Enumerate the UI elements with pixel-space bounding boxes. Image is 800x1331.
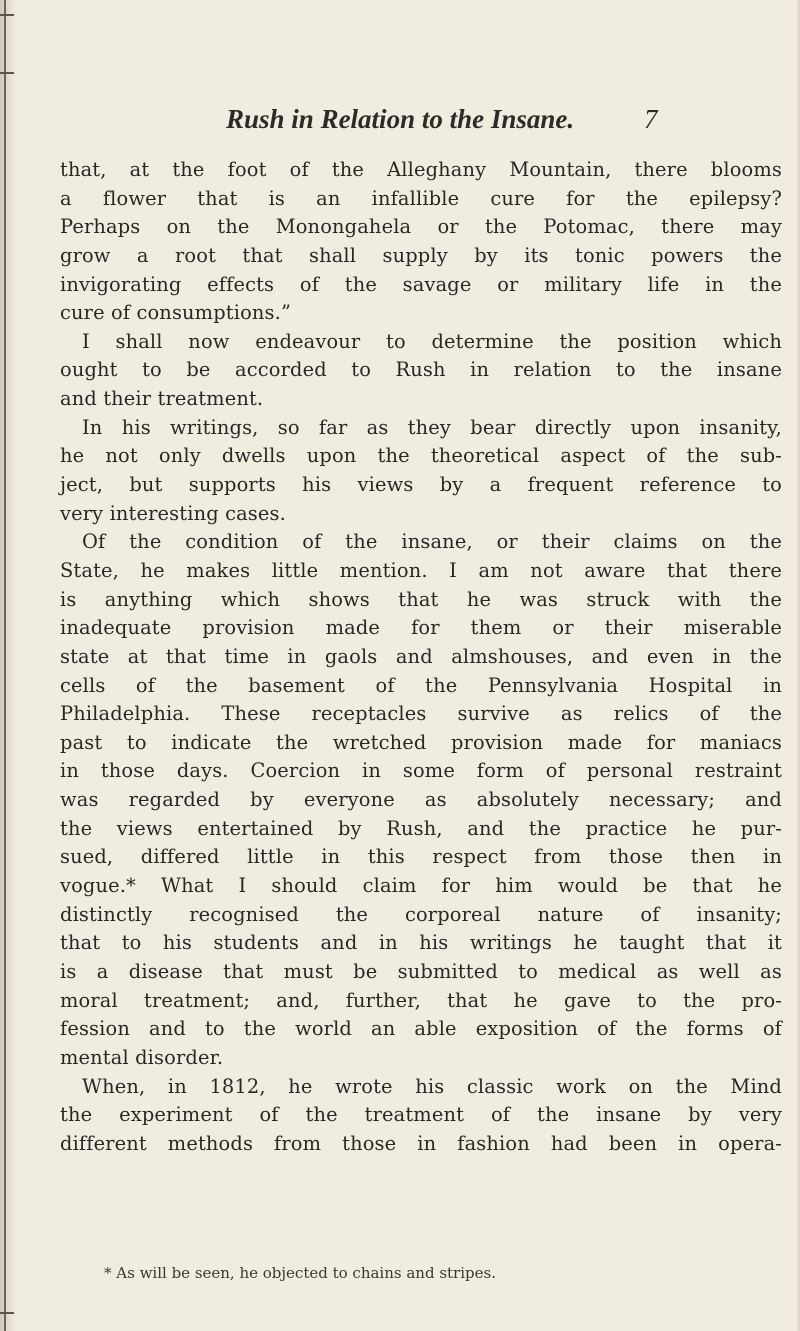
running-title: Rush in Relation to the Insane. xyxy=(226,104,575,134)
text-line: vogue.* What I should claim for him would be that he xyxy=(60,874,782,898)
text-line: In his writings, so far as they bear directly upon insanity, xyxy=(82,415,782,439)
text-line: that to his students and in his writings he taught that it xyxy=(60,931,782,955)
text-line: a flower that is an infallible cure for the epilepsy? xyxy=(60,186,782,210)
footnote: * As will be seen, he objected to chains and stripes. xyxy=(104,1264,496,1282)
text-line: very interesting cases. xyxy=(60,501,286,525)
text-line: cure of consumptions.” xyxy=(60,301,292,325)
text-line: different methods from those in fashion had been in opera- xyxy=(60,1131,782,1155)
page-number: 7 xyxy=(644,104,658,134)
body-text xyxy=(60,156,782,1158)
text-line: that, at the foot of the Alleghany Mountain, there blooms xyxy=(60,158,782,181)
page-right-edge xyxy=(796,0,800,1331)
binding-gutter xyxy=(0,0,16,1331)
text-line: Perhaps on the Monongahela or the Potomac, there may xyxy=(60,215,782,239)
text-line: past to indicate the wretched provision made for maniacs xyxy=(60,730,782,754)
text-line: moral treatment; and, further, that he gave to the pro- xyxy=(60,988,782,1012)
binding-edge-line xyxy=(4,0,6,1331)
page-header xyxy=(0,104,800,144)
binding-tick xyxy=(0,14,14,16)
text-line: in those days. Coercion in some form of personal restraint xyxy=(60,759,782,783)
text-line: ought to be accorded to Rush in relation to the insane xyxy=(60,358,782,382)
binding-tick xyxy=(0,1312,14,1314)
text-line: the views entertained by Rush, and the practice he pur- xyxy=(60,816,782,840)
text-line: Philadelphia. These receptacles survive as relics of the xyxy=(60,702,782,726)
text-line: cells of the basement of the Pennsylvania Hospital in xyxy=(60,673,782,697)
text-line: When, in 1812, he wrote his classic work on the Mind xyxy=(82,1074,782,1098)
text-line: distinctly recognised the corporeal nature of insanity; xyxy=(60,902,782,926)
binding-tick xyxy=(0,72,14,74)
text-line: sued, differed little in this respect from those then in xyxy=(60,845,782,869)
text-line: fession and to the world an able exposition of the forms of xyxy=(60,1017,782,1041)
text-line: I shall now endeavour to determine the position which xyxy=(82,329,782,353)
text-line: he not only dwells upon the theoretical aspect of the sub- xyxy=(60,444,782,468)
text-line: state at that time in gaols and almshouses, and even in the xyxy=(60,644,782,668)
text-line: the experiment of the treatment of the insane by very xyxy=(60,1103,782,1127)
text-line: Of the condition of the insane, or their claims on the xyxy=(82,530,782,554)
text-line: invigorating effects of the savage or military life in the xyxy=(60,272,782,296)
text-line: was regarded by everyone as absolutely necessary; and xyxy=(60,788,782,812)
text-line: grow a root that shall supply by its tonic powers the xyxy=(60,243,782,267)
text-line: inadequate provision made for them or their miserable xyxy=(60,616,782,640)
text-line: State, he makes little mention. I am not aware that there xyxy=(60,558,782,582)
text-line: ject, but supports his views by a frequent reference to xyxy=(60,473,782,497)
text-line: and their treatment. xyxy=(60,387,264,411)
text-line: is anything which shows that he was struck with the xyxy=(60,587,782,611)
text-line: is a disease that must be submitted to medical as well as xyxy=(60,959,782,983)
text-line: mental disorder. xyxy=(60,1045,224,1069)
